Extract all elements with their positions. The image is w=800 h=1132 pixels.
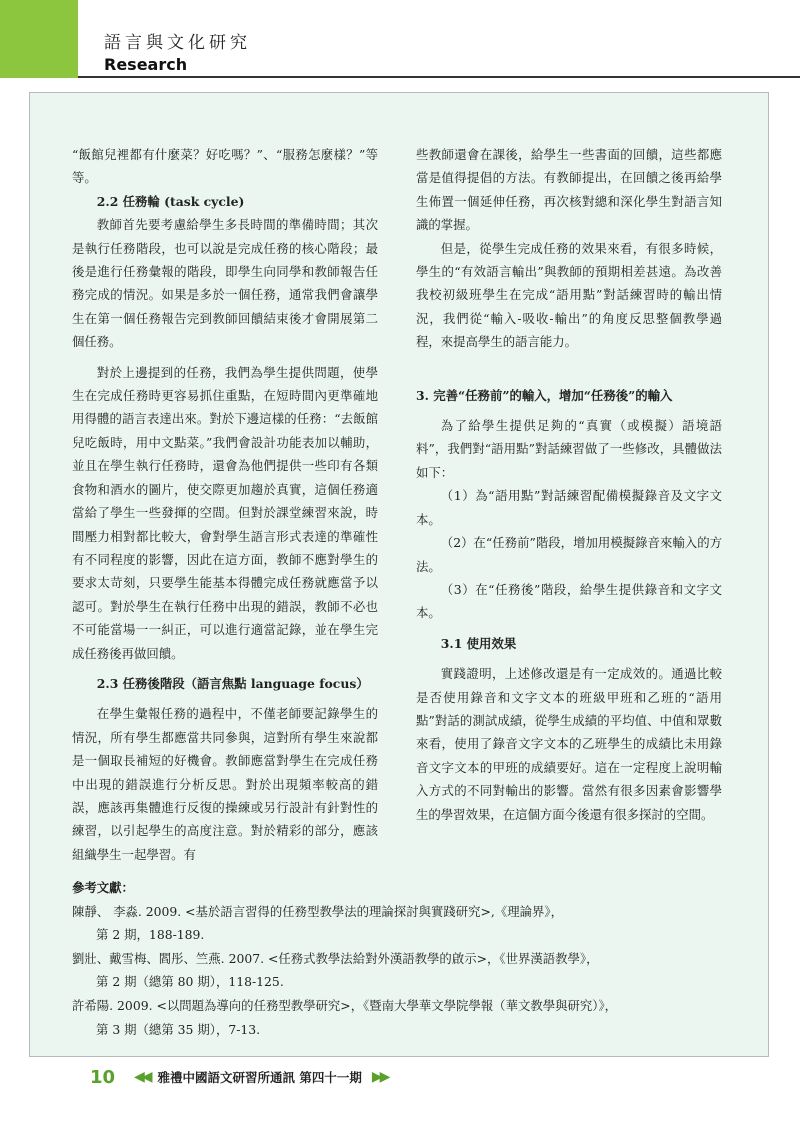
reference-entry-cont: 第 3 期（總第 35 期），7-13. — [96, 1021, 261, 1037]
section-label: Research — [104, 55, 188, 74]
header-divider — [78, 76, 800, 78]
references — [72, 876, 752, 1041]
header-green-tab — [0, 0, 78, 78]
reference-entry: 許希陽. 2009. <以問題為導向的任務型教學研究>，《暨南大學華文學院學報（華文教學與研究）》， — [72, 997, 618, 1013]
section-heading-3: 3. 完善“任務前”的輸入，增加“任務後”的輸入 — [416, 387, 673, 403]
paragraph: 些教師還會在課後，給學生一些書面的回饋，這些都應當是值得提倡的方法。有教師提出，在回饋之後再給學生佈置一個延伸任務，再次核對總和深化學生對語言知識的掌握。 — [416, 147, 722, 233]
right-column — [416, 143, 722, 826]
reference-entry-cont: 第 2 期（總第 80 期），118-125. — [96, 974, 284, 990]
list-item: （1）為“語用點”對話練習配備模擬錄音及文字文本。 — [416, 488, 722, 527]
section-heading-2-2: 2.2 任務輪 (task cycle) — [96, 193, 245, 209]
references-title: 參考文獻： — [72, 880, 134, 895]
paragraph: 為了給學生提供足夠的“真實（或模擬）語境語料”，我們對“語用點”對話練習做了一些修改，具體做法如下： — [416, 418, 722, 480]
reference-entry: 劉壯、戴雪梅、閻彤、竺燕. 2007. <任務式教學法給對外漢語教學的啟示>，《世界漢語教學》， — [72, 950, 599, 966]
reference-entry-cont: 第 2 期，188-189. — [96, 927, 205, 943]
page-number: 10 — [90, 1066, 116, 1088]
arrow-right-icon: ▶▶ — [371, 1069, 388, 1085]
paragraph: 對於上邊提到的任務，我們為學生提供問題，使學生在完成任務時更容易抓住重點，在短時間內更準確地用得體的語言表達出來。對於下邊這樣的任務：“去飯館兒吃飯時，用中文點菜。”我們會設計功能表加以輔助，並且在學生執行任務時，還會為他們提供一些印有各類食物和酒水的圖片，使交際更加趨於真實，這個任務適當給了學生一些發揮的空間。但對於課堂練習來說，時間壓力相對都比較大，會對學生語言形式表達的準確性有不同程度的影響，因此在這方面，教師不應對學生的要求太苛刻，只要學生能基本得體完成任務就應當予以認可。對於學生在執行任務中出現的錯誤，教師不必也不可能當場一一糾正，可以進行適當記錄，並在學生完成任務後再做回饋。 — [72, 364, 378, 661]
footer-publication: 雅禮中國語文研習所通訊 第四十一期 — [157, 1070, 362, 1085]
section-heading-3-1: 3.1 使用效果 — [440, 635, 517, 651]
section-heading-2-3: 2.3 任務後階段（語言焦點 language focus） — [96, 675, 369, 691]
paragraph: 教師首先要考慮給學生多長時間的準備時間；其次是執行任務階段，也可以說是完成任務的核心階段；最後是進行任務彙報的階段，即學生向同學和教師報告任務完成的情況。如果是多於一個任務，通常我們會讓學生在第一個任務報告完到教師回饋結束後才會開展第二個任務。 — [72, 217, 378, 350]
paragraph: 在學生彙報任務的過程中，不僅老師要記錄學生的情況，所有學生都應當共同參與，這對所有學生來說都是一個取長補短的好機會。教師應當對學生在完成任務中出現的錯誤進行分析反思。對於出現頻率較高的錯誤，應該再集體進行反復的操練或另行設計有針對性的練習，以引起學生的高度注意。對於精彩的部分，應該組織學生一起學習。有 — [72, 706, 378, 862]
journal-title: 語言與文化研究 — [104, 33, 251, 53]
page-footer — [90, 1066, 387, 1088]
paragraph: “飯館兒裡都有什麼菜？好吃嗎？”、“服務怎麼樣？”等等。 — [72, 147, 378, 186]
paragraph: 實踐證明，上述修改還是有一定成效的。通過比較是否使用錄音和文字文本的班級甲班和乙班的“語用點”對話的測試成績，從學生成績的平均值、中值和眾數來看，使用了錄音文字文本的乙班學生的成績比未用錄音文字文本的甲班的成績要好。這在一定程度上說明輸入方式的不同對輸出的影響。當然有很多因素會影響學生的學習效果，在這個方面今後還有很多探討的空間。 — [416, 666, 722, 822]
reference-entry: 陳靜、 李淼. 2009. <基於語言習得的任務型教學法的理論探討與實踐研究>,《理論界》， — [72, 903, 564, 919]
paragraph: 但是，從學生完成任務的效果來看，有很多時候，學生的“有效語言輸出”與教師的預期相差甚遠。為改善我校初級班學生在完成“語用點”對話練習時的輸出情況，我們從“輸入-吸收-輸出”的角度反思整個教學過程，來提高學生的語言能力。 — [416, 240, 722, 350]
arrow-left-icon: ◀◀ — [134, 1069, 150, 1085]
list-item: （3）在“任務後”階段，給學生提供錄音和文字文本。 — [416, 581, 722, 621]
left-column — [72, 143, 378, 866]
list-item: （2）在“任務前”階段，增加用模擬錄音來輸入的方法。 — [416, 535, 722, 574]
